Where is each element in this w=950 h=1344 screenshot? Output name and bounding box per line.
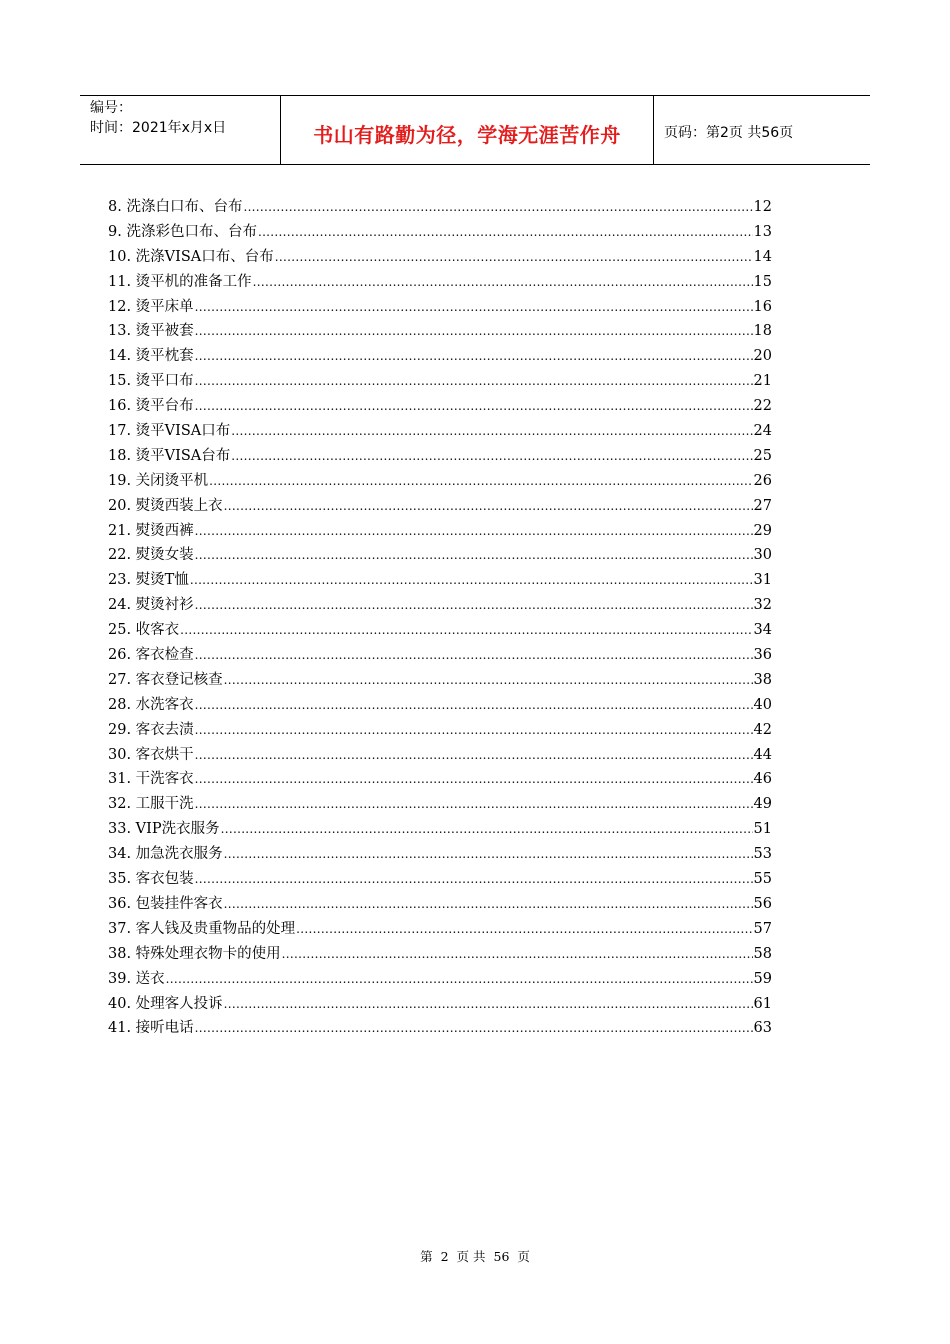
toc-entry-title: 31. 干洗客衣	[108, 771, 194, 788]
toc-entry[interactable]	[108, 444, 772, 469]
toc-entry[interactable]	[108, 543, 772, 568]
toc-entry[interactable]	[108, 270, 772, 295]
toc-entry-title: 15. 烫平口布	[108, 373, 194, 390]
toc-dot-leader	[224, 842, 753, 867]
toc-entry[interactable]	[108, 618, 772, 643]
toc-entry-title: 27. 客衣登记核查	[108, 671, 223, 688]
toc-entry[interactable]	[108, 593, 772, 618]
toc-entry[interactable]	[108, 1016, 772, 1041]
toc-dot-leader	[195, 519, 753, 544]
toc-entry[interactable]	[108, 718, 772, 743]
toc-entry-title: 17. 烫平VISA口布	[108, 423, 231, 440]
toc-entry-title: 26. 客衣检查	[108, 647, 194, 664]
toc-entry[interactable]	[108, 693, 772, 718]
toc-entry[interactable]	[108, 319, 772, 344]
toc-entry-title: 39. 送衣	[108, 970, 165, 987]
toc-dot-leader	[195, 743, 753, 768]
toc-dot-leader	[224, 494, 753, 519]
toc-entry-title: 16. 烫平台布	[108, 398, 194, 415]
toc-entry[interactable]	[108, 245, 772, 270]
toc-dot-leader	[195, 295, 753, 320]
toc-dot-leader	[195, 867, 753, 892]
toc-entry[interactable]	[108, 767, 772, 792]
toc-entry-page: 53	[753, 846, 772, 863]
toc-entry[interactable]	[108, 668, 772, 693]
toc-entry-title: 29. 客衣去渍	[108, 721, 194, 738]
footer-prefix: 第	[420, 1249, 433, 1264]
toc-entry-page: 46	[753, 771, 772, 788]
toc-entry-page: 16	[753, 298, 772, 315]
header-meta	[80, 96, 281, 164]
toc-dot-leader	[224, 892, 753, 917]
toc-dot-leader	[282, 942, 753, 967]
page-footer	[0, 1247, 950, 1265]
toc-entry-page: 40	[753, 696, 772, 713]
toc-dot-leader	[275, 245, 753, 270]
toc-entry-page: 51	[753, 821, 772, 838]
toc-dot-leader	[224, 668, 753, 693]
toc-entry-title: 28. 水洗客衣	[108, 696, 194, 713]
toc-entry-title: 34. 加急洗衣服务	[108, 846, 223, 863]
table-of-contents	[108, 195, 772, 1041]
toc-dot-leader	[195, 319, 753, 344]
toc-entry-page: 57	[753, 920, 772, 937]
toc-entry-title: 36. 包装挂件客衣	[108, 895, 223, 912]
toc-entry[interactable]	[108, 643, 772, 668]
toc-entry[interactable]	[108, 220, 772, 245]
toc-entry-title: 30. 客衣烘干	[108, 746, 194, 763]
toc-entry-page: 38	[753, 671, 772, 688]
toc-entry-title: 22. 熨烫女装	[108, 547, 194, 564]
toc-entry-page: 36	[753, 647, 772, 664]
toc-dot-leader	[195, 643, 753, 668]
toc-entry[interactable]	[108, 295, 772, 320]
toc-entry-page: 61	[753, 995, 772, 1012]
header-page-info: 页码：第2页 共56页	[664, 125, 794, 141]
toc-entry-page: 49	[753, 796, 772, 813]
footer-current-page: 2	[440, 1249, 449, 1264]
toc-entry-title: 19. 关闭烫平机	[108, 472, 209, 489]
toc-entry[interactable]	[108, 892, 772, 917]
toc-entry[interactable]	[108, 792, 772, 817]
toc-entry[interactable]	[108, 369, 772, 394]
toc-dot-leader	[166, 967, 753, 992]
toc-entry-title: 13. 烫平被套	[108, 323, 194, 340]
toc-dot-leader	[195, 792, 753, 817]
toc-entry-title: 14. 烫平枕套	[108, 348, 194, 365]
toc-entry-page: 59	[753, 970, 772, 987]
toc-dot-leader	[195, 1016, 753, 1041]
toc-entry[interactable]	[108, 419, 772, 444]
toc-entry-page: 22	[753, 398, 772, 415]
toc-dot-leader	[190, 568, 753, 593]
toc-dot-leader	[209, 469, 752, 494]
toc-entry-title: 21. 熨烫西裤	[108, 522, 194, 539]
toc-dot-leader	[253, 270, 753, 295]
toc-entry[interactable]	[108, 195, 772, 220]
toc-entry-page: 55	[753, 871, 772, 888]
toc-dot-leader	[195, 344, 753, 369]
footer-middle: 页 共	[456, 1249, 486, 1264]
toc-dot-leader	[195, 543, 753, 568]
toc-entry-title: 25. 收客衣	[108, 622, 180, 639]
toc-entry[interactable]	[108, 942, 772, 967]
toc-entry-page: 13	[753, 223, 772, 240]
toc-entry-title: 23. 熨烫T恤	[108, 572, 189, 589]
toc-entry-title: 40. 处理客人投诉	[108, 995, 223, 1012]
toc-entry-page: 12	[753, 199, 772, 215]
toc-entry[interactable]	[108, 917, 772, 942]
toc-entry-title: 24. 熨烫衬衫	[108, 597, 194, 614]
toc-entry-page: 25	[753, 447, 772, 464]
toc-entry-page: 44	[753, 746, 772, 763]
toc-entry[interactable]	[108, 469, 772, 494]
toc-dot-leader	[224, 992, 753, 1017]
toc-dot-leader	[195, 718, 753, 743]
toc-entry-title: 8. 洗涤白口布、台布	[108, 199, 243, 215]
toc-entry-title: 33. VIP洗衣服务	[108, 821, 220, 838]
toc-entry-page: 32	[753, 597, 772, 614]
footer-total-pages: 56	[493, 1249, 510, 1264]
toc-dot-leader	[195, 369, 753, 394]
toc-entry[interactable]	[108, 967, 772, 992]
toc-entry[interactable]	[108, 992, 772, 1017]
toc-entry-title: 12. 烫平床单	[108, 298, 194, 315]
header-motto: 书山有路勤为径，学海无涯苦作舟	[281, 96, 654, 164]
toc-entry[interactable]	[108, 867, 772, 892]
toc-entry[interactable]	[108, 494, 772, 519]
toc-entry-page: 27	[753, 497, 772, 514]
toc-entry[interactable]	[108, 394, 772, 419]
document-number-label: 编号：	[90, 100, 132, 116]
toc-dot-leader	[195, 693, 753, 718]
toc-entry-page: 42	[753, 721, 772, 738]
toc-entry-title: 35. 客衣包装	[108, 871, 194, 888]
toc-entry-page: 18	[753, 323, 772, 340]
toc-entry-page: 14	[753, 248, 772, 265]
toc-entry-page: 21	[753, 373, 772, 390]
toc-entry-title: 37. 客人钱及贵重物品的处理	[108, 920, 296, 937]
toc-entry-page: 63	[753, 1020, 772, 1037]
toc-dot-leader	[195, 593, 753, 618]
toc-entry[interactable]	[108, 817, 772, 842]
toc-dot-leader	[231, 419, 752, 444]
toc-entry[interactable]	[108, 519, 772, 544]
toc-dot-leader	[258, 220, 753, 245]
toc-entry-page: 31	[753, 572, 772, 589]
toc-entry-page: 29	[753, 522, 772, 539]
toc-entry-page: 24	[753, 423, 772, 440]
toc-entry-page: 15	[753, 273, 772, 290]
toc-entry[interactable]	[108, 743, 772, 768]
toc-entry-title: 9. 洗涤彩色口布、台布	[108, 223, 257, 240]
toc-dot-leader	[195, 767, 753, 792]
footer-suffix: 页	[517, 1249, 530, 1264]
toc-entry-title: 41. 接听电话	[108, 1020, 194, 1037]
toc-entry-page: 20	[753, 348, 772, 365]
toc-dot-leader	[180, 618, 752, 643]
toc-entry-title: 11. 烫平机的准备工作	[108, 273, 252, 290]
document-header	[80, 95, 870, 165]
toc-dot-leader	[243, 195, 752, 220]
toc-entry-title: 20. 熨烫西装上衣	[108, 497, 223, 514]
toc-entry-title: 38. 特殊处理衣物卡的使用	[108, 945, 281, 962]
toc-entry-page: 56	[753, 895, 772, 912]
toc-dot-leader	[296, 917, 752, 942]
toc-entry-title: 10. 洗涤VISA口布、台布	[108, 248, 274, 265]
toc-dot-leader	[231, 444, 752, 469]
toc-entry[interactable]	[108, 344, 772, 369]
toc-entry-page: 34	[753, 622, 772, 639]
document-date-label: 时间：2021年x月x日	[90, 120, 227, 136]
toc-dot-leader	[221, 817, 753, 842]
toc-entry-title: 18. 烫平VISA台布	[108, 447, 231, 464]
toc-entry-title: 32. 工服干洗	[108, 796, 194, 813]
toc-entry[interactable]	[108, 568, 772, 593]
toc-entry-page: 58	[753, 945, 772, 962]
toc-entry[interactable]	[108, 842, 772, 867]
toc-entry-page: 26	[753, 472, 772, 489]
toc-entry-page: 30	[753, 547, 772, 564]
toc-dot-leader	[195, 394, 753, 419]
